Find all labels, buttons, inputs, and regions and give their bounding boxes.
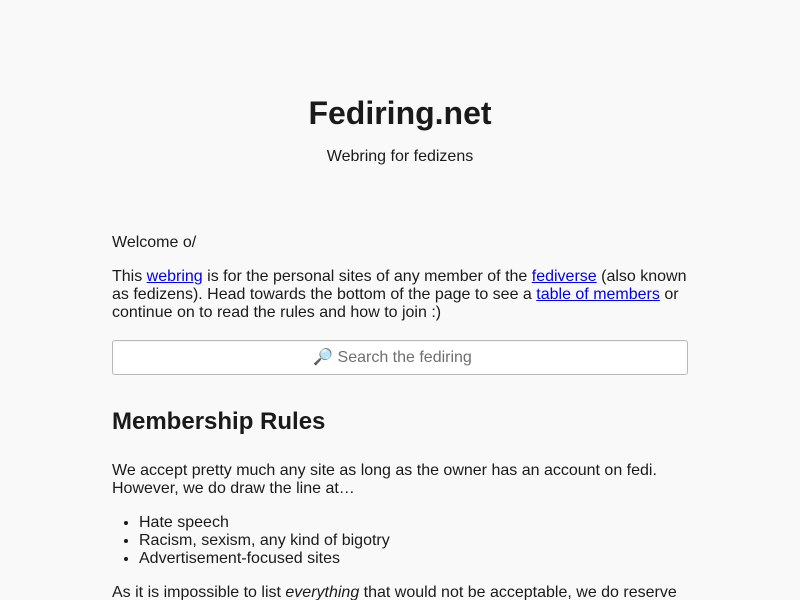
rule-item-hate-speech: • Hate speech (139, 514, 688, 532)
intro-text-4: or continue on to read the rules and how to join :) (112, 286, 679, 321)
intro-paragraph (112, 268, 688, 322)
rules-closing (112, 584, 688, 600)
webring-link[interactable]: webring (146, 268, 203, 285)
closing-text-2: that would not be acceptable, we do reserve (359, 584, 677, 600)
intro-text-2: is for the personal sites of any member of the (202, 268, 532, 285)
site-title: Fediring.net (308, 95, 492, 131)
membership-rules-heading: Membership Rules (112, 408, 326, 435)
search-input[interactable] (112, 340, 688, 375)
rule-item-bigotry: • Racism, sexism, any kind of bigotry (139, 532, 688, 550)
closing-text-1: As it is impossible to list (112, 584, 286, 600)
intro-text-3: (also known as fedizens). Head towards the bottom of the page to see a (112, 268, 687, 303)
site-header (0, 0, 800, 167)
intro-text-1: This (112, 268, 147, 285)
rules-list (112, 514, 688, 568)
main-content (112, 234, 688, 600)
closing-emphasis: everything (285, 584, 360, 600)
site-subtitle: Webring for fedizens (326, 148, 474, 165)
members-table-link[interactable]: table of members (536, 286, 660, 303)
fediverse-link[interactable]: fediverse (531, 268, 597, 285)
welcome-text: Welcome o/ (112, 234, 197, 251)
rules-intro: We accept pretty much any site as long as the owner has an account on fedi. However, we do draw the line at… (112, 462, 657, 497)
rule-item-ads: • Advertisement-focused sites (139, 550, 688, 568)
